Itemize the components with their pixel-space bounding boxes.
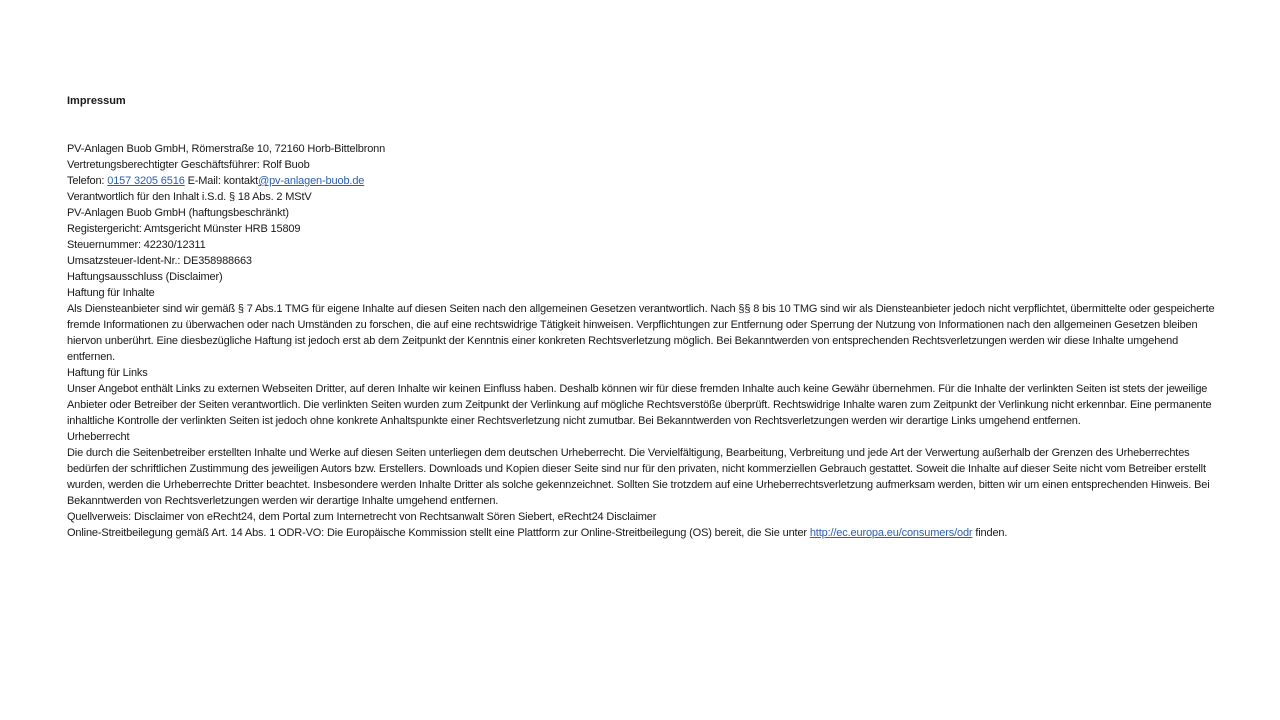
- company-address: PV-Anlagen Buob GmbH, Römerstraße 10, 72160 Horb-Bittelbronn: [67, 143, 386, 155]
- email-label: E-Mail: kontakt: [184, 175, 259, 187]
- disclaimer-heading: Haftungsausschluss (Disclaimer): [67, 271, 223, 283]
- impressum-document: [67, 93, 1217, 541]
- phone-label: Telefon:: [67, 175, 108, 187]
- odr-text: Online-Streitbeilegung gemäß Art. 14 Abs. 1 ODR-VO: Die Europäische Kommission stellt eine Plattform zur Online-Streitbeilegung (OS) bereit, die Sie unter: [67, 527, 810, 539]
- contact-line: [67, 173, 1217, 189]
- representative: Vertretungsberechtigter Geschäftsführer: Rolf Buob: [67, 159, 310, 171]
- odr-link[interactable]: http://ec.europa.eu/consumers/odr: [809, 527, 973, 539]
- register-court: Registergericht: Amtsgericht Münster HRB 15809: [67, 223, 301, 235]
- vat-id: Umsatzsteuer-Ident-Nr.: DE358988663: [67, 255, 252, 267]
- tax-number: Steuernummer: 42230/12311: [67, 239, 206, 251]
- company-legal-name: PV-Anlagen Buob GmbH (haftungsbeschränkt): [67, 207, 289, 219]
- email-link[interactable]: @pv-anlagen-buob.de: [258, 175, 365, 187]
- odr-text-end: finden.: [972, 527, 1008, 539]
- copyright-text: Die durch die Seitenbetreiber erstellten Inhalte und Werke auf diesen Seiten unterliegen dem deutschen Urheberrecht. Die Vervielfältigung, Bearbeitung, Verbreitung und jede Art der Verwertung außerhalb der Grenzen des Urheberrechtes bedürfen der schriftlichen Zustimmung des jeweiligen Autors bzw. Erstellers. Downloads und Kopien dieser Seite sind nur für den privaten, nicht kommerziellen Gebrauch gestattet. Soweit die Inhalte auf dieser Seite nicht vom Betreiber erstellt wurden, werden die Urheberrechte Dritter beachtet. Insbesondere werden Inhalte Dritter als solche gekennzeichnet. Sollten Sie trotzdem auf eine Urheberrechtsverletzung aufmerksam werden, bitten wir um einen entsprechenden Hinweis. Bei Bekanntwerden von Rechtsverletzungen werden wir derartige Inhalte umgehend entfernen.: [67, 447, 1210, 507]
- copyright-heading: Urheberrecht: [67, 431, 130, 443]
- links-liability-text: Unser Angebot enthält Links zu externen Webseiten Dritter, auf deren Inhalte wir keinen Einfluss haben. Deshalb können wir für diese fremden Inhalte auch keine Gewähr übernehmen. Für die Inhalte der verlinkten Seiten ist stets der jeweilige Anbieter oder Betreiber der Seiten verantwortlich. Die verlinkten Seiten wurden zum Zeitpunkt der Verlinkung auf mögliche Rechtsverstöße überprüft. Rechtswidrige Inhalte waren zum Zeitpunkt der Verlinkung nicht erkennbar. Eine permanente inhaltliche Kontrolle der verlinkten Seiten ist jedoch ohne konkrete Anhaltspunkte einer Rechtsverletzung nicht zumutbar. Bei Bekanntwerden von Rechtsverletzungen werden wir derartige Links umgehend entfernen.: [67, 383, 1212, 427]
- content-liability-text: Als Diensteanbieter sind wir gemäß § 7 Abs.1 TMG für eigene Inhalte auf diesen Seiten nach den allgemeinen Gesetzen verantwortlich. Nach §§ 8 bis 10 TMG sind wir als Diensteanbieter jedoch nicht verpflichtet, übermittelte oder gespeicherte fremde Informationen zu überwachen oder nach Umständen zu forschen, die auf eine rechtswidrige Tätigkeit hinweisen. Verpflichtungen zur Entfernung oder Sperrung der Nutzung von Informationen nach den allgemeinen Gesetzen bleiben hiervon unberührt. Eine diesbezügliche Haftung ist jedoch erst ab dem Zeitpunkt der Kenntnis einer konkreten Rechtsverletzung möglich. Bei Bekanntwerden von entsprechenden Rechtsverletzungen werden wir diese Inhalte umgehend entfernen.: [67, 303, 1215, 363]
- links-liability-heading: Haftung für Links: [67, 367, 148, 379]
- content-liability-heading: Haftung für Inhalte: [67, 287, 155, 299]
- source-note: Quellverweis: Disclaimer von eRecht24, dem Portal zum Internetrecht von Rechtsanwalt Sören Siebert, eRecht24 Disclaimer: [67, 511, 657, 523]
- responsible-statement: Verantwortlich für den Inhalt i.S.d. § 18 Abs. 2 MStV: [67, 191, 312, 203]
- page-title: Impressum: [67, 95, 126, 107]
- odr-statement: [67, 525, 1217, 541]
- phone-link[interactable]: 0157 3205 6516: [107, 175, 185, 187]
